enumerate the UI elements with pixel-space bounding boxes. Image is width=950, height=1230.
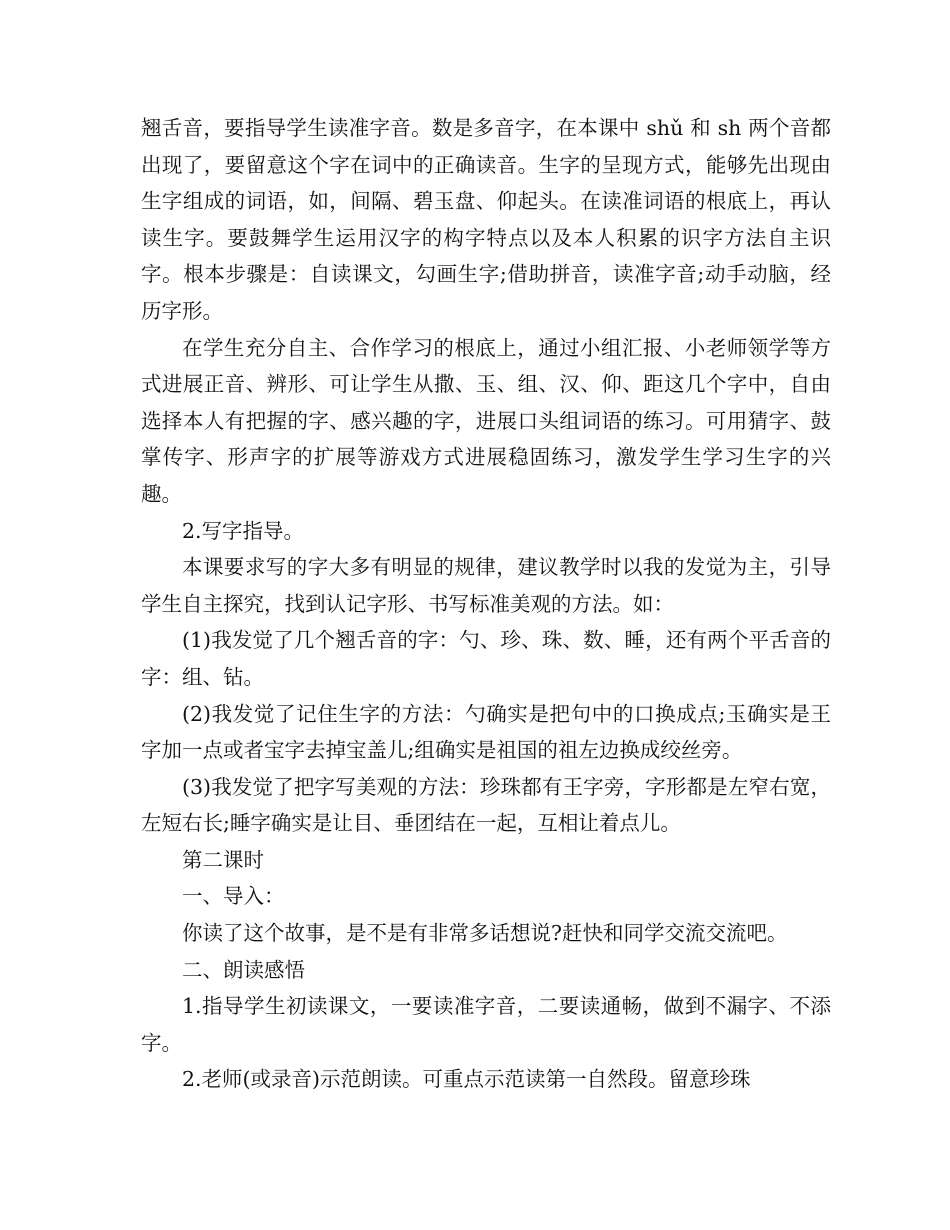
paragraph-2: 在学生充分自主、合作学习的根底上，通过小组汇报、小老师领学等方式进展正音、辨形、可让学生从撒、玉、组、汉、仰、距这几个字中，自由选择本人有把握的字、感兴趣的字，进展口头组词语的练习。可用猜字、鼓掌传字、形声字的扩展等游戏方式进展稳固练习，激发学生学习生字的兴趣。 <box>141 335 831 506</box>
document-page <box>141 110 831 1098</box>
paragraph-5: 1.指导学生初读课文，一要读准字音，二要读通畅，做到不漏字、不添字。 <box>141 994 831 1055</box>
paragraph-1: 翘舌音，要指导学生读准字音。数是多音字，在本课中 shǔ 和 sh 两个音都出现了，要留意这个字在词中的正确读音。生字的呈现方式，能够先出现由生字组成的词语，如，间隔、碧玉盘、仰起头。在读准词语的根底上，再认读生字。要鼓舞学生运用汉字的构字特点以及本人积累的识字方法自主识字。根本步骤是：自读课文，勾画生字;借助拼音，读准字音;动手动脑，经历字形。 <box>141 116 831 323</box>
list-item-2: (2)我发觉了记住生字的方法：勺确实是把句中的口换成点;玉确实是王字加一点或者宝字去掉宝盖儿;组确实是祖国的祖左边换成绞丝旁。 <box>141 701 831 763</box>
paragraph-6: 2.老师(或录音)示范朗读。可重点示范读第一自然段。留意珍珠 <box>182 1067 751 1092</box>
list-item-3: (3)我发觉了把字写美观的方法：珍珠都有王字旁，字形都是左窄右宽，左短右长;睡字确实是让目、垂团结在一起，互相让着点儿。 <box>141 774 831 836</box>
lesson-heading: 第二课时 <box>182 847 264 872</box>
paragraph-4: 你读了这个故事，是不是有非常多话想说?赶快和同学交流交流吧。 <box>182 921 788 946</box>
section-heading-intro: 一、导入： <box>182 884 285 909</box>
list-item-1: (1)我发觉了几个翘舌音的字：勺、珍、珠、数、睡，还有两个平舌音的字：组、钻。 <box>141 628 831 689</box>
paragraph-3: 本课要求写的字大多有明显的规律，建议教学时以我的发觉为主，引导学生自主探究，找到认记字形、书写标准美观的方法。如： <box>141 555 831 616</box>
section-heading-writing: 2.写字指导。 <box>182 518 305 543</box>
section-heading-reading: 二、朗读感悟 <box>182 957 305 982</box>
